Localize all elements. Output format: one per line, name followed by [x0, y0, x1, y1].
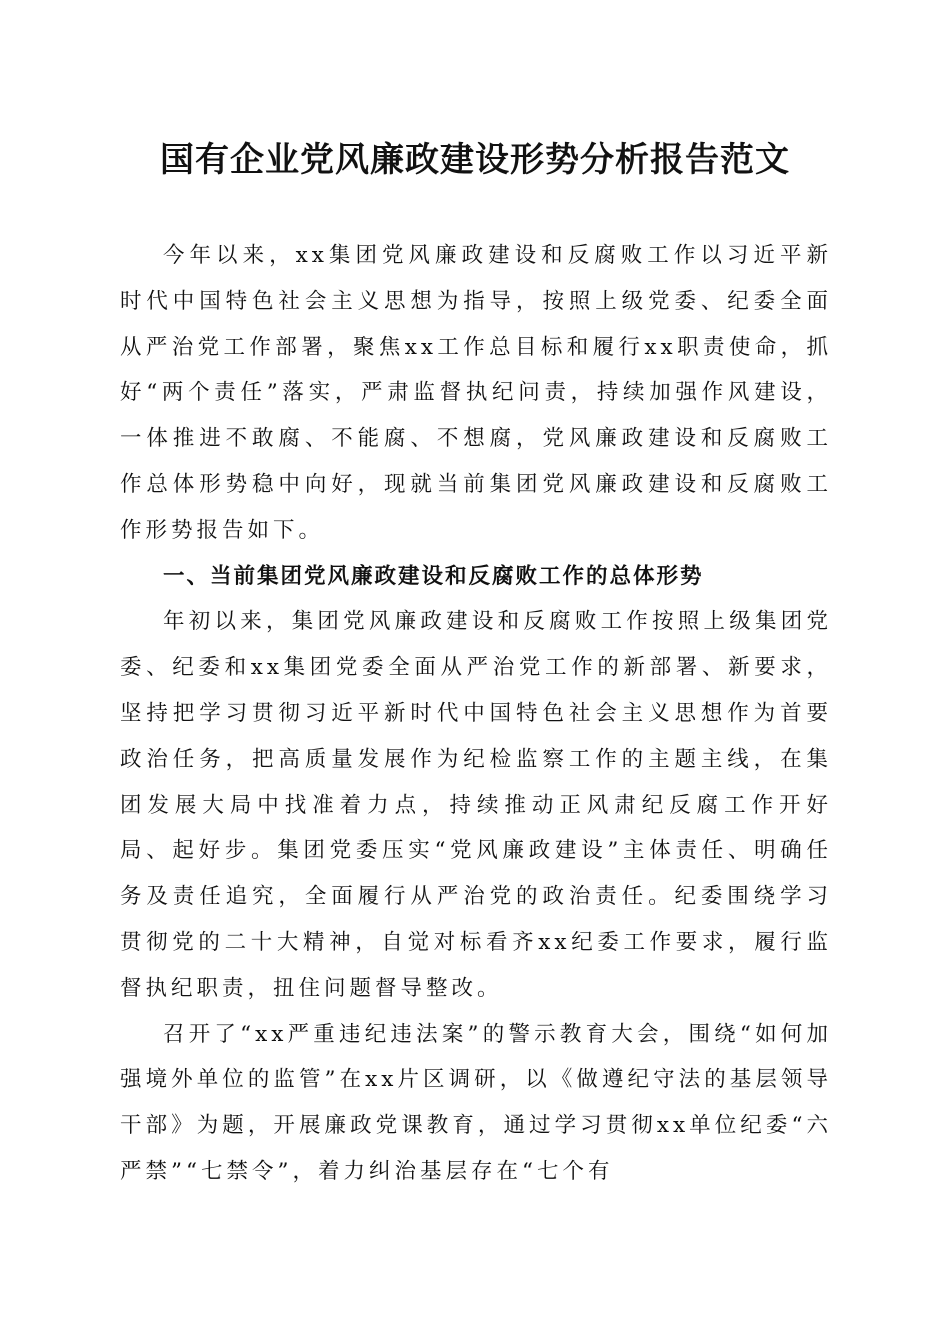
document-body: [120, 233, 832, 1195]
document-title: 国有企业党风廉政建设形势分析报告范文: [160, 140, 790, 180]
paragraph-warning-education: 召开了“xx严重违纪违法案”的警示教育大会，围绕“如何加强境外单位的监管”在xx片区调研，以《做遵纪守法的基层领导干部》为题，开展廉政党课教育，通过学习贯彻xx单位纪委“六严禁”“七禁令”，着力纠治基层存在“七个有: [120, 1021, 832, 1184]
paragraph-intro: 今年以来，xx集团党风廉政建设和反腐败工作以习近平新时代中国特色社会主义思想为指导，按照上级党委、纪委全面从严治党工作部署，聚焦xx工作总目标和履行xx职责使命，抓好“两个责任”落实，严肃监督执纪问责，持续加强作风建设，一体推进不敢腐、不能腐、不想腐，党风廉政建设和反腐败工作总体形势稳中向好，现就当前集团党风廉政建设和反腐败工作形势报告如下。: [120, 243, 832, 543]
section-heading-1: 一、当前集团党风廉政建设和反腐败工作的总体形势: [163, 563, 704, 589]
paragraph-overall-situation: 年初以来，集团党风廉政建设和反腐败工作按照上级集团党委、纪委和xx集团党委全面从严治党工作的新部署、新要求，坚持把学习贯彻习近平新时代中国特色社会主义思想作为首要政治任务，把高质量发展作为纪检监察工作的主题主线，在集团发展大局中找准着力点，持续推动正风肃纪反腐工作开好局、起好步。集团党委压实“党风廉政建设”主体责任、明确任务及责任追究，全面履行从严治党的政治责任。纪委围绕学习贯彻党的二十大精神，自觉对标看齐xx纪委工作要求，履行监督执纪职责，扭住问题督导整改。: [120, 609, 832, 1001]
